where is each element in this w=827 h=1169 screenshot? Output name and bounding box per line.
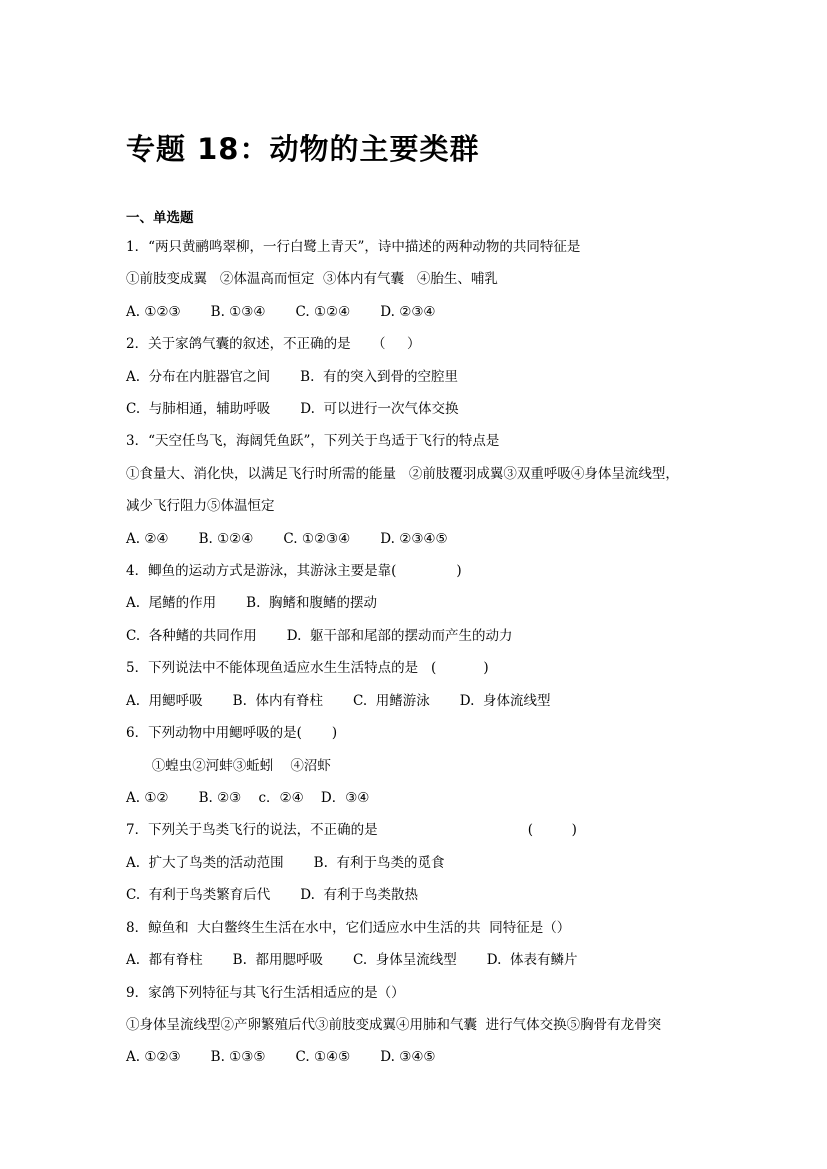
question-5-options: A. 用鳃呼吸 B. 体内有脊柱 C. 用鳍游泳 D. 身体流线型 <box>126 693 551 709</box>
section-heading: 一、单选题 <box>126 210 194 226</box>
question-5-stem: 5．下列说法中不能体现鱼适应水生生活特点的是 ( ) <box>126 660 489 676</box>
question-8-stem: 8．鲸鱼和 大白鳖终生生活在水中，它们适应水中生活的共 同特征是（） <box>126 920 571 936</box>
question-2-stem: 2．关于家鸽气囊的叙述，不正确的是 （ ） <box>126 336 421 352</box>
question-1-statements: ①前肢变成翼 ②体温高而恒定 ③体内有气囊 ④胎生、哺乳 <box>126 271 498 287</box>
question-6-stem: 6．下列动物中用鳃呼吸的是( ) <box>126 725 338 741</box>
question-9-statements: ①身体呈流线型②产卵繁殖后代③前肢变成翼④用肺和气囊 进行气体交换⑤胸骨有龙骨突 <box>126 1017 662 1033</box>
question-7-stem: 7．下列关于鸟类飞行的说法，不正确的是 ( ) <box>126 822 577 838</box>
question-3-options: A. ②④ B. ①②④ C. ①②③④ D. ②③④⑤ <box>126 531 448 547</box>
question-2-options-ab: A. 分布在内脏器官之间 B. 有的突入到骨的空腔里 <box>126 369 458 385</box>
question-2-options-cd: C. 与肺相通，辅助呼吸 D. 可以进行一次气体交换 <box>126 401 459 417</box>
question-3-statements: ①食量大、消化快，以满足飞行时所需的能量 ②前肢覆羽成翼③双重呼吸④身体呈流线型， <box>126 466 679 482</box>
question-6-statements: ①蝗虫②河蚌③蚯蚓 ④沼虾 <box>126 758 331 774</box>
question-9-options: A. ①②③ B. ①③⑤ C. ①④⑤ D. ③④⑤ <box>126 1049 436 1065</box>
question-4-options-ab: A. 尾鳍的作用 B. 胸鳍和腹鳍的摆动 <box>126 595 377 611</box>
question-7-options-ab: A. 扩大了鸟类的活动范围 B. 有利于鸟类的觅食 <box>126 855 445 871</box>
question-9-stem: 9．家鸽下列特征与其飞行生活相适应的是（） <box>126 985 405 1001</box>
question-7-options-cd: C. 有利于鸟类繁育后代 D. 有利于鸟类散热 <box>126 887 418 903</box>
page-title: 专题 18：动物的主要类群 <box>126 132 480 166</box>
question-1-options: A. ①②③ B. ①③④ C. ①②④ D. ②③④ <box>126 304 436 320</box>
question-4-stem: 4．鲫鱼的运动方式是游泳，其游泳主要是靠( ) <box>126 563 462 579</box>
question-3-stem: 3．“天空任鸟飞，海阔凭鱼跃”，下列关于鸟适于飞行的特点是 <box>126 433 500 449</box>
question-6-options: A. ①② B. ②③ c．②④ D．③④ <box>126 790 370 806</box>
question-4-options-cd: C. 各种鳍的共同作用 D. 躯干部和尾部的摆动而产生的动力 <box>126 628 513 644</box>
question-3-statements-cont: 减少飞行阻力⑤体温恒定 <box>126 498 275 514</box>
question-8-options: A. 都有脊柱 B. 都用腮呼吸 C. 身体呈流线型 D. 体表有鳞片 <box>126 952 578 968</box>
question-1-stem: 1．“两只黄鹂鸣翠柳，一行白鹭上青天”，诗中描述的两种动物的共同特征是 <box>126 239 581 255</box>
